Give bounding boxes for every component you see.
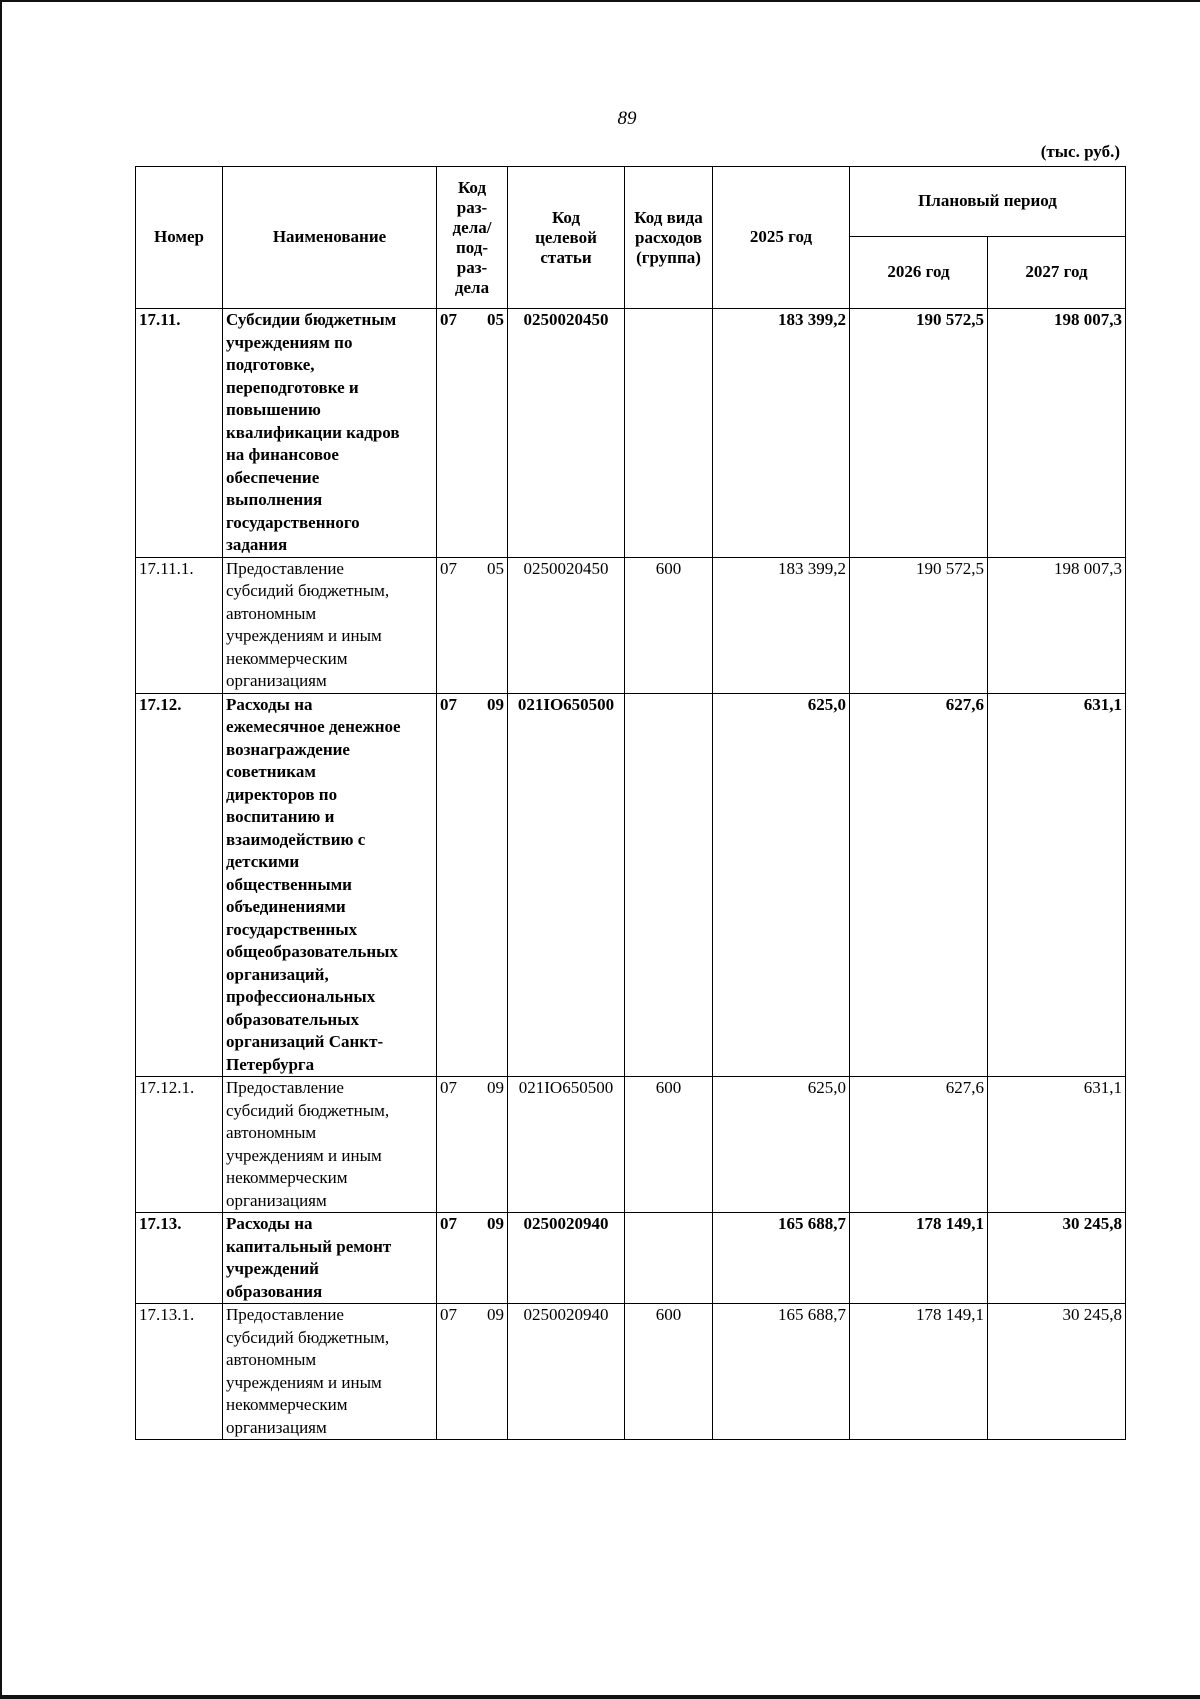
row-number: 17.13. — [136, 1213, 223, 1304]
table-row — [136, 309, 1126, 558]
text-line: Субсидии бюджетным — [226, 310, 397, 329]
table-body — [136, 309, 1126, 1440]
budget-table — [135, 166, 1126, 1440]
table-row — [136, 1304, 1126, 1440]
section-code: 07 — [440, 1078, 457, 1097]
text-line: учреждениям и иным — [226, 1145, 382, 1165]
subsection-code: 05 — [487, 310, 504, 329]
row-name — [223, 309, 437, 558]
row-amount-2027: 30 245,8 — [988, 1213, 1126, 1304]
text-line: подготовке, — [226, 355, 315, 374]
header-section-code — [437, 167, 508, 309]
row-amount-2027: 198 007,3 — [988, 309, 1126, 558]
row-number: 17.13.1. — [136, 1304, 223, 1440]
section-code: 07 — [440, 694, 457, 714]
row-expense-type — [625, 693, 713, 1077]
header-number: Номер — [136, 167, 223, 309]
scan-border-top — [0, 0, 1200, 2]
text-line: автономным — [226, 1123, 317, 1142]
text-line: Предоставление — [226, 1078, 344, 1097]
text-line: профессиональных — [226, 987, 376, 1006]
text-line: Расходы на — [226, 1214, 313, 1233]
row-number: 17.12. — [136, 693, 223, 1077]
row-target-code: 0250020450 — [508, 309, 625, 558]
text-line: автономным — [226, 1350, 317, 1369]
table-row — [136, 1213, 1126, 1304]
subsection-code: 09 — [487, 694, 504, 714]
table-row — [136, 1077, 1126, 1213]
text-line: директоров по — [226, 784, 338, 804]
header-year-2026: 2026 год — [850, 237, 988, 309]
section-code: 07 — [440, 1214, 457, 1233]
header-year-2025: 2025 год — [713, 167, 850, 309]
subsection-code: 05 — [487, 558, 504, 578]
text-line: под- — [455, 237, 489, 257]
row-name — [223, 1304, 437, 1440]
row-amount-2026: 178 149,1 — [850, 1304, 988, 1440]
row-amount-2027: 631,1 — [988, 693, 1126, 1077]
section-code: 07 — [440, 1305, 457, 1324]
row-expense-type: 600 — [625, 1077, 713, 1213]
row-amount-2025: 165 688,7 — [713, 1213, 850, 1304]
row-section-code — [437, 1213, 508, 1304]
row-section-code — [437, 309, 508, 558]
row-amount-2027: 631,1 — [988, 1077, 1126, 1213]
text-line: раз- — [456, 257, 488, 277]
row-amount-2025: 183 399,2 — [713, 309, 850, 558]
page-number: 89 — [617, 108, 637, 129]
row-expense-type: 600 — [625, 557, 713, 693]
text-line: на финансовое — [226, 445, 339, 464]
text-line: Код вида — [634, 207, 703, 227]
text-line: вознаграждение — [226, 739, 350, 759]
text-line: дела — [454, 277, 490, 297]
subsection-code: 09 — [487, 1078, 504, 1097]
text-line: советникам — [226, 762, 316, 781]
text-line: организациям — [226, 1190, 327, 1210]
row-section-code — [437, 1304, 508, 1440]
text-line: переподготовке и — [226, 377, 359, 397]
text-line: общеобразовательных — [226, 942, 398, 961]
row-amount-2025: 625,0 — [713, 1077, 850, 1213]
row-target-code: 0250020450 — [508, 557, 625, 693]
section-code: 07 — [440, 558, 457, 578]
text-line: государственных — [226, 919, 358, 939]
text-line: (группа) — [636, 247, 701, 267]
text-line: расходов — [635, 227, 702, 247]
scan-border-left — [0, 0, 2, 1699]
text-line: воспитанию и — [226, 807, 335, 826]
text-line: раз- — [456, 197, 488, 217]
row-amount-2026: 178 149,1 — [850, 1213, 988, 1304]
row-number: 17.12.1. — [136, 1077, 223, 1213]
row-amount-2025: 625,0 — [713, 693, 850, 1077]
text-line: статьи — [540, 247, 592, 267]
row-number: 17.11.1. — [136, 557, 223, 693]
table-header — [136, 167, 1126, 309]
row-name — [223, 1077, 437, 1213]
text-line: образования — [226, 1281, 323, 1301]
table-row — [136, 557, 1126, 693]
row-amount-2027: 198 007,3 — [988, 557, 1126, 693]
section-code: 07 — [440, 310, 457, 329]
table-row — [136, 693, 1126, 1077]
row-target-code: 021IO650500 — [508, 693, 625, 1077]
text-line: Предоставление — [226, 1305, 344, 1324]
header-expense-type-code — [625, 167, 713, 309]
text-line: некоммерческим — [226, 648, 348, 668]
text-line: общественными — [226, 874, 352, 894]
text-line: организаций Санкт- — [226, 1032, 384, 1051]
row-expense-type — [625, 1213, 713, 1304]
scan-border-bottom — [0, 1695, 1200, 1699]
text-line: Петербурга — [226, 1054, 315, 1074]
header-target-code — [508, 167, 625, 309]
row-amount-2025: 165 688,7 — [713, 1304, 850, 1440]
text-line: организациям — [226, 1417, 327, 1437]
row-section-code — [437, 557, 508, 693]
text-line: организациям — [226, 671, 327, 690]
row-number: 17.11. — [136, 309, 223, 558]
text-line: субсидий бюджетным, — [226, 1100, 390, 1120]
text-line: квалификации кадров — [226, 422, 400, 442]
header-name: Наименование — [223, 167, 437, 309]
row-expense-type: 600 — [625, 1304, 713, 1440]
text-line: учреждений — [226, 1259, 319, 1278]
text-line: детскими — [226, 852, 300, 871]
text-line: повышению — [226, 400, 321, 419]
row-name — [223, 1213, 437, 1304]
text-line: выполнения — [226, 490, 323, 509]
header-planned-period: Плановый период — [850, 167, 1126, 237]
row-name — [223, 693, 437, 1077]
row-target-code: 0250020940 — [508, 1304, 625, 1440]
row-amount-2026: 627,6 — [850, 1077, 988, 1213]
text-line: Предоставление — [226, 558, 344, 578]
row-name — [223, 557, 437, 693]
text-line: образовательных — [226, 1009, 359, 1029]
row-amount-2026: 190 572,5 — [850, 557, 988, 693]
text-line: Расходы на — [226, 694, 313, 714]
row-amount-2027: 30 245,8 — [988, 1304, 1126, 1440]
row-section-code — [437, 693, 508, 1077]
text-line: обеспечение — [226, 467, 320, 487]
text-line: Код — [551, 207, 581, 227]
subsection-code: 09 — [487, 1214, 504, 1233]
header-year-2027: 2027 год — [988, 237, 1126, 309]
units-label: (тыс. руб.) — [1040, 142, 1120, 161]
text-line: задания — [226, 535, 288, 554]
text-line: некоммерческим — [226, 1395, 348, 1414]
row-target-code: 021IO650500 — [508, 1077, 625, 1213]
row-expense-type — [625, 309, 713, 558]
row-target-code: 0250020940 — [508, 1213, 625, 1304]
text-line: капитальный ремонт — [226, 1236, 392, 1256]
text-line: Код — [457, 177, 487, 197]
text-line: некоммерческим — [226, 1168, 348, 1187]
text-line: субсидий бюджетным, — [226, 1327, 390, 1347]
text-line: взаимодействию с — [226, 829, 366, 849]
row-section-code — [437, 1077, 508, 1213]
text-line: учреждениям по — [226, 332, 353, 352]
text-line: ежемесячное денежное — [226, 717, 401, 736]
text-line: субсидий бюджетным, — [226, 581, 390, 600]
text-line: государственного — [226, 512, 360, 532]
text-line: учреждениям и иным — [226, 626, 382, 645]
subsection-code: 09 — [487, 1305, 504, 1324]
row-amount-2026: 627,6 — [850, 693, 988, 1077]
text-line: учреждениям и иным — [226, 1372, 382, 1392]
row-amount-2025: 183 399,2 — [713, 557, 850, 693]
row-amount-2026: 190 572,5 — [850, 309, 988, 558]
text-line: целевой — [535, 227, 597, 247]
text-line: организаций, — [226, 964, 329, 984]
text-line: объединениями — [226, 897, 346, 916]
text-line: автономным — [226, 603, 317, 623]
text-line: дела/ — [452, 217, 492, 237]
